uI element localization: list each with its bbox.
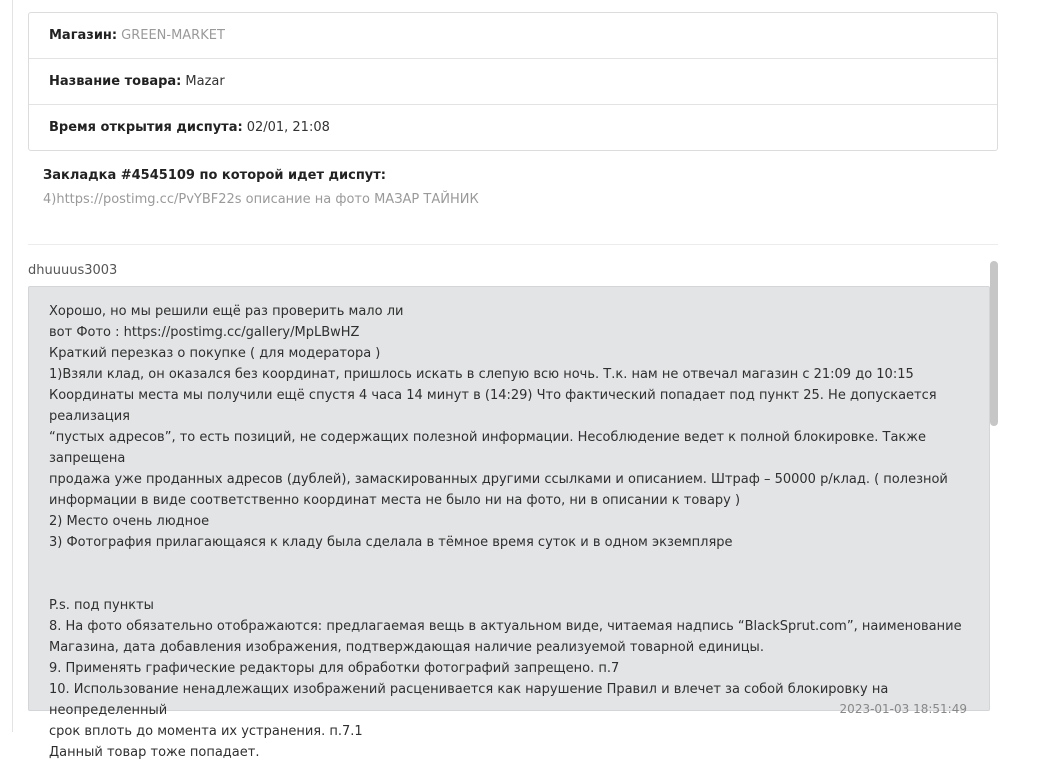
message-line: Краткий перезказ о покупке ( для модератора ) <box>49 346 381 361</box>
message-timestamp: 2023-01-03 18:51:49 <box>839 702 967 716</box>
shop-row <box>29 13 997 59</box>
message-line: Хорошо, но мы решили ещё раз проверить мало ли <box>49 304 404 319</box>
message-line: 9. Применять графические редакторы для обработки фотографий запрещено. п.7 <box>49 661 620 676</box>
product-row <box>29 59 997 105</box>
product-value: Mazar <box>185 74 225 89</box>
message-line: 2) Место очень людное <box>49 514 210 529</box>
bookmark-title: Закладка #4545109 по которой идет диспут: <box>43 168 387 183</box>
opened-value: 02/01, 21:08 <box>246 120 330 135</box>
message-line: “пустых адресов”, то есть позиций, не содержащих полезной информации. Несоблюдение ведет к полной блокировке. Также запрещена <box>49 430 926 466</box>
message-line: Магазина, дата добавления изображения, подтверждающая наличие реализуемой товарной единицы. <box>49 640 764 655</box>
message-line: продажа уже проданных адресов (дублей), замаскированных другими ссылками и описанием. Штраф – 50000 р/клад. ( полезной <box>49 472 948 487</box>
message-line: 1)Взяли клад, он оказался без координат, пришлось искать в слепую всю ночь. Т.к. нам не отвечал магазин с 21:09 до 10:15 <box>49 367 914 382</box>
bookmark-section <box>43 168 983 207</box>
message-line: Данный товар тоже попадает. <box>49 745 260 760</box>
message-line <box>49 574 969 595</box>
message-line: вот Фото : https://postimg.cc/gallery/MpLBwHZ <box>49 325 360 340</box>
message-line <box>49 553 969 574</box>
left-divider <box>12 0 13 732</box>
message-bubble <box>28 286 990 760</box>
message-line: Координаты места мы получили ещё спустя 4 часа 14 минут в (14:29) Что фактический попадает под пункт 25. Не допускается реализация <box>49 388 937 424</box>
shop-label: Магазин: <box>49 28 118 43</box>
message-body <box>29 287 989 763</box>
opened-label: Время открытия диспута: <box>49 120 243 135</box>
message-author: dhuuuus3003 <box>28 263 118 278</box>
dispute-info-card <box>28 12 998 151</box>
message-line: P.s. под пункты <box>49 598 154 613</box>
message-line: 8. На фото обязательно отображаются: предлагаемая вещь в актуальном виде, читаемая надпись “BlackSprut.com”, наименование <box>49 619 962 634</box>
scrollbar-thumb[interactable] <box>990 261 998 426</box>
bookmark-description: 4)https://postimg.cc/PvYBF22s описание на фото МАЗАР ТАЙНИК <box>43 192 479 207</box>
message-line: 3) Фотография прилагающаяся к кладу была сделала в тёмное время суток и в одном экземпляре <box>49 535 733 550</box>
section-divider <box>28 244 998 245</box>
message-line: информации в виде соответственно координат места не было ни на фото, ни в описании к товару ) <box>49 493 741 508</box>
opened-row <box>29 105 997 150</box>
message-line: 10. Использование ненадлежащих изображений расценивается как нарушение Правил и влечет за собой блокировку на неопределенный <box>49 682 889 718</box>
message-line: срок вплоть до момента их устранения. п.7.1 <box>49 724 363 739</box>
shop-value: GREEN-MARKET <box>121 28 225 43</box>
product-label: Название товара: <box>49 74 182 89</box>
